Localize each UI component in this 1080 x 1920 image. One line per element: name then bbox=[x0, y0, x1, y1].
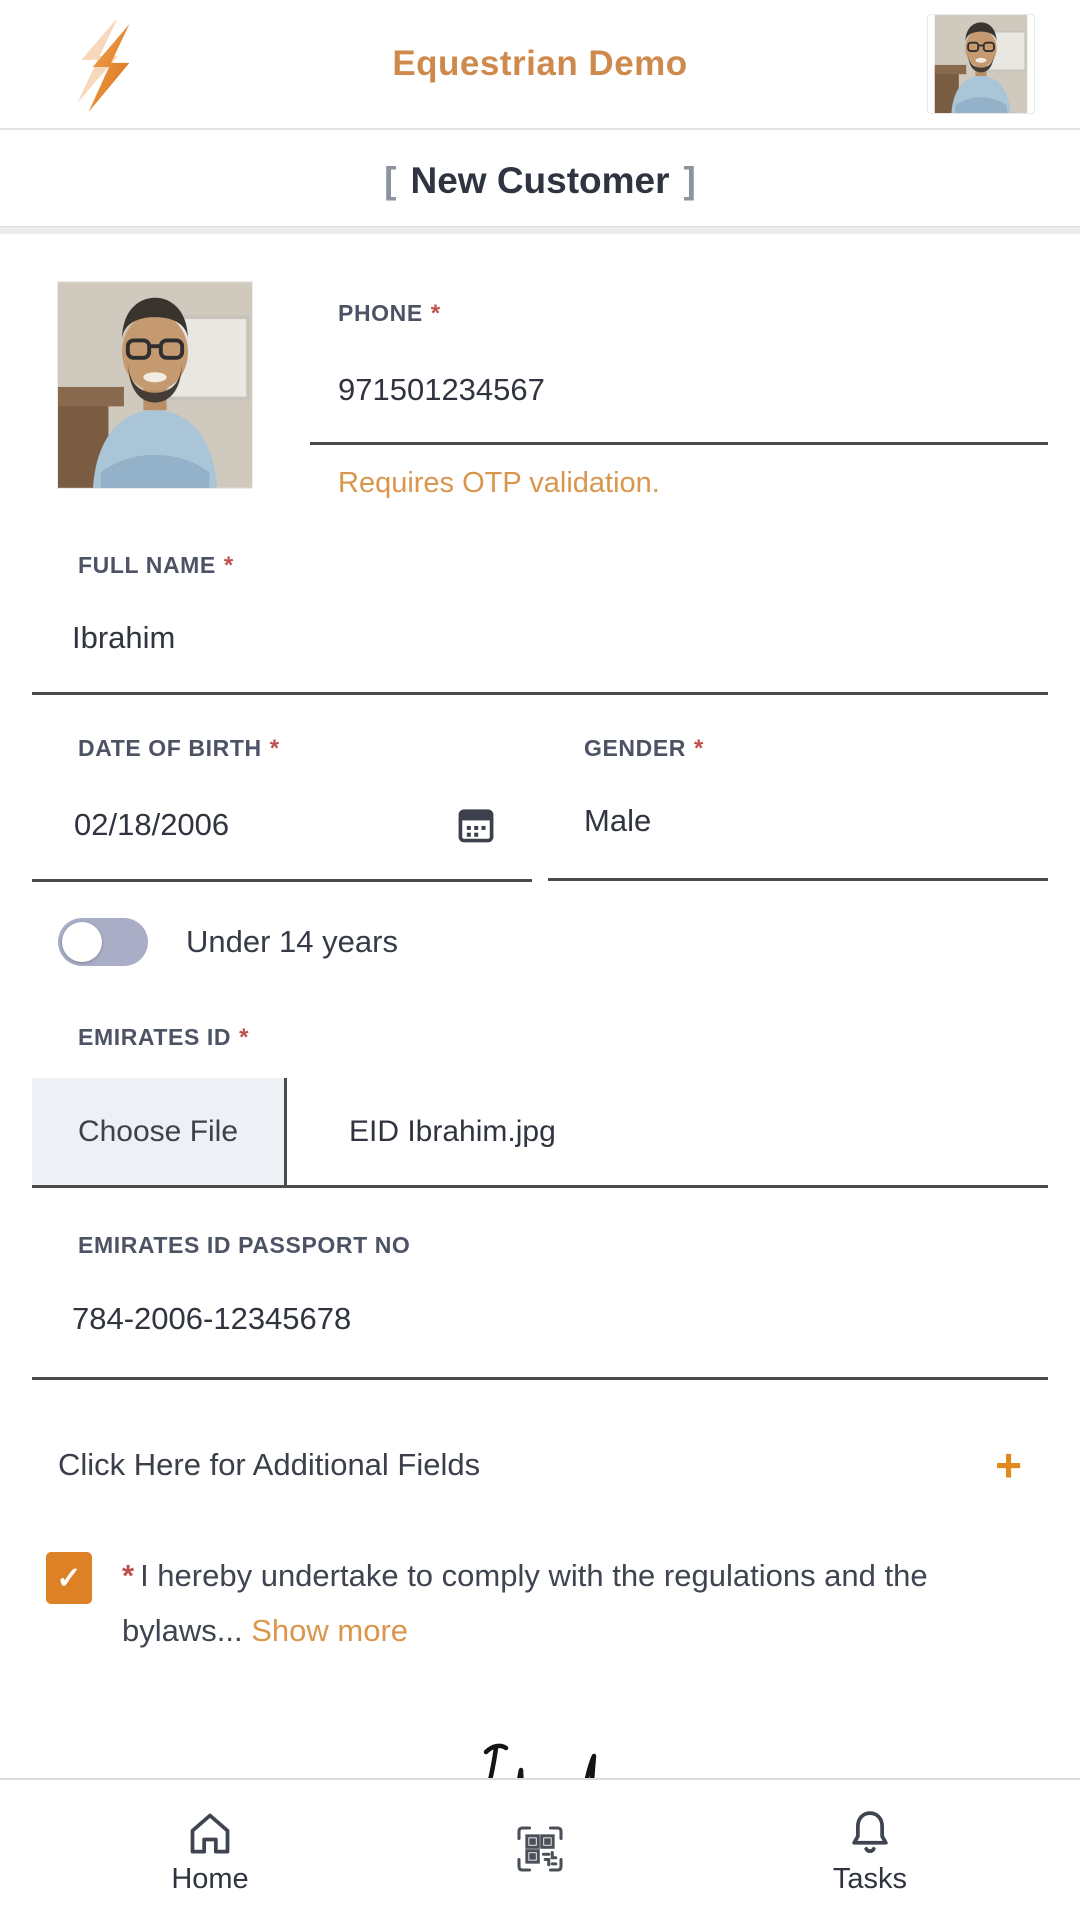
gender-underline bbox=[548, 878, 1048, 881]
dob-label: DATE OF BIRTH * bbox=[78, 735, 280, 762]
user-avatar[interactable] bbox=[928, 15, 1034, 113]
additional-fields-label: Click Here for Additional Fields bbox=[58, 1447, 481, 1482]
nav-scan[interactable] bbox=[480, 1821, 600, 1879]
phone-label: PHONE * bbox=[338, 300, 441, 327]
phone-field bbox=[310, 282, 1048, 500]
gender-label: GENDER * bbox=[584, 735, 704, 762]
dob-input[interactable]: 02/18/2006 bbox=[74, 807, 230, 842]
customer-photo[interactable] bbox=[58, 282, 252, 488]
under-14-row bbox=[32, 918, 1048, 966]
nav-tasks-label: Tasks bbox=[832, 1862, 908, 1895]
header-divider bbox=[0, 128, 1080, 130]
calendar-icon[interactable] bbox=[454, 803, 498, 847]
passport-no-input[interactable]: 784-2006-12345678 bbox=[72, 1301, 352, 1336]
nav-home-label: Home bbox=[171, 1862, 249, 1895]
emirates-id-field bbox=[32, 1024, 1048, 1188]
form-title-text: New Customer bbox=[410, 160, 670, 201]
passport-no-underline bbox=[32, 1377, 1048, 1380]
under-14-label: Under 14 years bbox=[186, 924, 398, 959]
full-name-input[interactable]: Ibrahim bbox=[72, 620, 176, 655]
required-asterisk: * bbox=[223, 552, 234, 579]
full-name-label: FULL NAME * bbox=[78, 552, 234, 579]
additional-fields-toggle[interactable] bbox=[32, 1439, 1048, 1491]
required-asterisk: * bbox=[694, 735, 704, 762]
show-more-link[interactable]: Show more bbox=[251, 1613, 409, 1649]
dob-field bbox=[32, 735, 532, 882]
uploaded-file-name: EID Ibrahim.jpg bbox=[349, 1114, 556, 1148]
full-name-field bbox=[32, 552, 1048, 695]
toggle-knob bbox=[62, 922, 102, 962]
passport-no-label: EMIRATES ID PASSPORT NO bbox=[78, 1232, 411, 1258]
brand-s-logo[interactable] bbox=[72, 20, 146, 114]
required-asterisk: * bbox=[430, 300, 441, 327]
app-header bbox=[0, 0, 1080, 128]
phone-input[interactable]: 971501234567 bbox=[338, 372, 545, 407]
consent-statement: I hereby undertake to comply with the regulations and the bylaws... bbox=[122, 1558, 928, 1649]
passport-no-field bbox=[32, 1232, 1048, 1380]
plus-icon[interactable]: + bbox=[995, 1439, 1022, 1491]
consent-text bbox=[122, 1548, 1040, 1658]
bottom-navigation bbox=[0, 1778, 1080, 1920]
required-asterisk: * bbox=[269, 735, 280, 762]
required-asterisk: * bbox=[239, 1024, 250, 1051]
under-14-toggle[interactable] bbox=[58, 918, 148, 966]
phone-underline bbox=[310, 442, 1048, 445]
nav-tasks[interactable] bbox=[810, 1805, 930, 1896]
consent-checkbox-checked[interactable]: ✓ bbox=[46, 1552, 92, 1604]
user-avatar-photo bbox=[928, 15, 1034, 113]
bracket-open: [ bbox=[384, 160, 397, 201]
home-icon bbox=[182, 1805, 238, 1861]
full-name-underline bbox=[32, 692, 1048, 695]
emirates-id-label: EMIRATES ID * bbox=[78, 1024, 250, 1051]
bracket-close: ] bbox=[683, 160, 696, 201]
required-asterisk: * bbox=[122, 1558, 135, 1593]
form-title bbox=[0, 160, 1080, 202]
customer-photo-image bbox=[58, 282, 252, 488]
nav-home[interactable] bbox=[150, 1805, 270, 1896]
gender-field bbox=[548, 735, 1048, 882]
new-customer-form bbox=[0, 282, 1080, 1866]
choose-file-button[interactable]: Choose File bbox=[32, 1078, 284, 1185]
page-title: Equestrian Demo bbox=[392, 44, 688, 83]
section-divider bbox=[0, 226, 1080, 234]
qr-scan-icon bbox=[512, 1821, 568, 1877]
consent-row bbox=[32, 1548, 1048, 1658]
phone-helper-text: Requires OTP validation. bbox=[338, 467, 660, 499]
file-upload-row bbox=[32, 1078, 1048, 1188]
gender-select[interactable]: Male bbox=[584, 803, 652, 838]
bell-icon bbox=[842, 1805, 898, 1861]
dob-underline bbox=[32, 879, 532, 882]
